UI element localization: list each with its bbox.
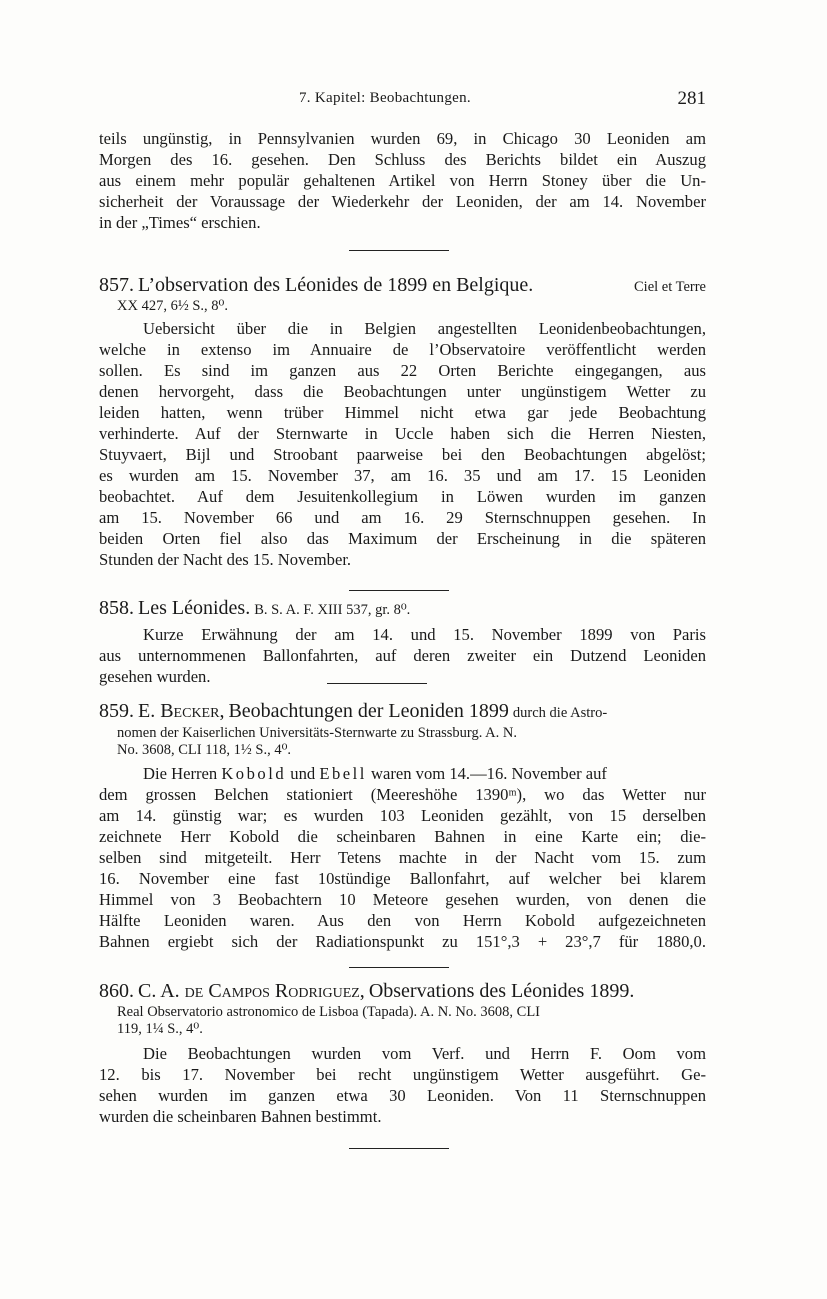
entry-source: durch die Astro- — [512, 705, 608, 721]
entry-author: C. A. de Campos Rodriguez, — [138, 980, 365, 1002]
text-line: 12. bis 17. November bei recht ungünstigem Wetter ausgeführt. Ge- — [99, 1065, 706, 1084]
bibliographic-info: nomen der Kaiserlichen Universitäts-Sternwarte zu Strassburg. A. N. — [117, 725, 517, 741]
text-fragment: waren vom 14.—16. November auf — [371, 764, 607, 783]
entry-author: E. Becker, — [138, 700, 225, 722]
entry-source: B. S. A. F. XIII 537, gr. 8⁰. — [254, 602, 411, 618]
entry-heading — [99, 980, 706, 1003]
text-line: teils ungünstig, in Pennsylvanien wurden 69, in Chicago 30 Leoniden am — [99, 129, 706, 148]
entry-title: L’observation des Léonides de 1899 en Belgique. — [138, 274, 534, 296]
text-line: es wurden am 15. November 37, am 16. 35 und am 17. 15 Leoniden — [99, 466, 706, 485]
text-line: Kurze Erwähnung der am 14. und 15. November 1899 von Paris — [143, 625, 706, 644]
text-line: beobachtet. Auf dem Jesuitenkollegium in Löwen wurden im ganzen — [99, 487, 706, 506]
text-line: welche in extenso im Annuaire de l’Observatoire veröffentlicht werden — [99, 340, 706, 359]
text-line: am 14. günstig war; es wurden 103 Leoniden gezählt, von 15 derselben — [99, 806, 706, 825]
entry-heading — [99, 274, 706, 297]
entry-number: 859. — [99, 700, 134, 722]
text-line: Himmel von 3 Beobachtern 10 Meteore gesehen wurden, von denen die — [99, 890, 706, 909]
text-line: am 15. November 66 und am 16. 29 Sternschnuppen gesehen. In — [99, 508, 706, 527]
text-line: sehen wurden im ganzen etwa 30 Leoniden. Von 11 Sternschnuppen — [99, 1086, 706, 1105]
text-line: zeichnete Herr Kobold die scheinbaren Bahnen in eine Karte ein; die- — [99, 827, 706, 846]
separator-rule — [349, 590, 449, 591]
text-line: Uebersicht über die in Belgien angestellten Leonidenbeobachtungen, — [143, 319, 706, 338]
entry-title: Observations des Léonides 1899. — [368, 980, 635, 1002]
text-line: dem grossen Belchen stationiert (Meereshöhe 1390ᵐ), wo das Wetter nur — [99, 785, 706, 804]
text-fragment: Die Herren — [143, 764, 218, 783]
text-line: denen hervorgeht, dass die Beobachtungen unter ungünstigem Wetter zu — [99, 382, 706, 401]
text-line: wurden die scheinbaren Bahnen bestimmt. — [99, 1107, 382, 1126]
text-line: Morgen des 16. gesehen. Den Schluss des Berichts bildet ein Auszug — [99, 150, 706, 169]
separator-rule — [327, 683, 427, 684]
entry-title: Les Léonides. — [138, 597, 251, 619]
text-line: Stunden der Nacht des 15. November. — [99, 550, 352, 569]
entry-title: Beobachtungen der Leoniden 1899 — [228, 700, 509, 722]
bibliographic-info: XX 427, 6½ S., 8⁰. — [117, 298, 228, 314]
text-line: gesehen wurden. — [99, 667, 211, 686]
text-line: Die Beobachtungen wurden vom Verf. und Herrn F. Oom vom — [143, 1044, 706, 1063]
entry-number: 858. — [99, 597, 134, 619]
entry-heading — [99, 700, 706, 723]
text-line: Stuyvaert, Bijl und Stroobant paarweise bei den Beobachtungen abgelöst; — [99, 445, 706, 464]
separator-rule — [349, 967, 449, 968]
text-line — [99, 763, 706, 784]
bibliographic-info: 119, 1¼ S., 4⁰. — [117, 1021, 203, 1037]
running-header — [99, 90, 706, 114]
text-line: beiden Orten fiel also das Maximum der Erscheinung in die späteren — [99, 529, 706, 548]
separator-rule — [349, 250, 449, 251]
entry-number: 857. — [99, 274, 134, 296]
page-number: 281 — [677, 88, 706, 109]
person-name: Kobold — [221, 764, 287, 783]
separator-rule — [349, 1148, 449, 1149]
text-line: aus einem mehr populär gehaltenen Artikel von Herrn Stoney über die Un- — [99, 171, 706, 190]
text-line: sollen. Es sind im ganzen aus 22 Orten Berichte eingegangen, aus — [99, 361, 706, 380]
text-line: aus unternommenen Ballonfahrten, auf deren zweiter ein Dutzend Leoniden — [99, 646, 706, 665]
text-line: sicherheit der Voraussage der Wiederkehr der Leoniden, der am 14. November — [99, 192, 706, 211]
text-line: verhinderte. Auf der Sternwarte in Uccle haben sich die Herren Niesten, — [99, 424, 706, 443]
chapter-title: 7. Kapitel: Beobachtungen. — [299, 90, 471, 106]
bibliographic-info: No. 3608, CLI 118, 1½ S., 4⁰. — [117, 742, 292, 758]
text-line: in der „Times“ erschien. — [99, 213, 261, 232]
text-line: Hälfte Leoniden waren. Aus den von Herrn Kobold aufgezeichneten — [99, 911, 706, 930]
entry-heading — [99, 597, 706, 620]
text-line: leiden hatten, wenn trüber Himmel nicht etwa gar jede Beobachtung — [99, 403, 706, 422]
text-line: Bahnen ergiebt sich der Radiationspunkt zu 151°,3 + 23°,7 für 1880,0. — [99, 932, 706, 951]
entry-source: Ciel et Terre — [634, 279, 706, 295]
text-fragment: und — [290, 764, 316, 783]
entry-number: 860. — [99, 980, 134, 1002]
text-line: 16. November eine fast 10stündige Ballonfahrt, auf welcher bei klarem — [99, 869, 706, 888]
bibliographic-info: Real Observatorio astronomico de Lisboa (Tapada). A. N. No. 3608, CLI — [117, 1004, 541, 1020]
person-name: Ebell — [319, 764, 367, 783]
text-line: selben sind mitgeteilt. Herr Tetens machte in der Nacht vom 15. zum — [99, 848, 706, 867]
